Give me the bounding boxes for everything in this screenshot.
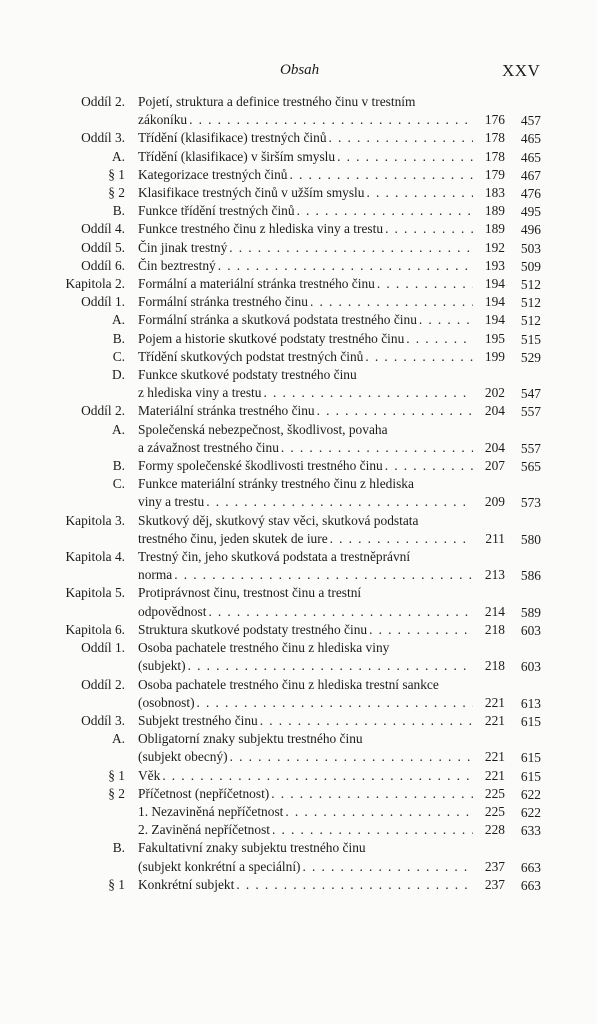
dot-leader	[263, 384, 473, 402]
dot-leader	[189, 111, 473, 129]
toc-entry-last-line	[138, 275, 505, 293]
toc-entry-title-line: Kategorizace trestných činů	[138, 166, 288, 182]
toc-secondary-page-number: 663	[520, 859, 541, 875]
toc-entry-label: B.	[112, 840, 125, 856]
toc-entry-body	[138, 202, 505, 220]
toc-entry-label: B.	[112, 330, 125, 346]
dot-leader	[419, 311, 473, 329]
toc-entry-last-line	[138, 166, 505, 184]
toc-page-number: 194	[484, 276, 505, 292]
toc-secondary-page-number: 512	[520, 277, 541, 293]
toc-secondary-page-number: 622	[520, 786, 541, 802]
toc-entry-body	[138, 785, 505, 803]
toc-entry-last-line	[138, 803, 505, 821]
toc-entry-title-line: 1. Nezaviněná nepříčetnost	[138, 803, 284, 819]
toc-entry-title-line: norma	[138, 567, 173, 583]
toc-entry-label: Kapitola 2.	[65, 276, 125, 292]
toc-entry-last-line	[138, 239, 505, 257]
page-number: XXV	[502, 61, 541, 80]
toc-secondary-page-number: 557	[520, 404, 541, 420]
dot-leader	[330, 530, 473, 548]
toc-page-number: 209	[484, 494, 505, 510]
toc-page-number: 221	[484, 694, 505, 710]
toc-entry	[0, 220, 597, 238]
toc-entry-last-line	[138, 603, 505, 621]
toc-entry-title-line: Konkrétní subjekt	[138, 876, 235, 892]
toc-page-number: 194	[484, 294, 505, 310]
toc-entry-label: Oddíl 4.	[81, 221, 125, 237]
toc-page-number: 207	[484, 458, 505, 474]
toc-entry-body	[138, 839, 505, 875]
dot-leader	[385, 457, 473, 475]
toc-entry-title-line: Struktura skutkové podstaty trestného činu	[138, 621, 368, 637]
toc-entry-body	[138, 239, 505, 257]
dot-leader	[188, 657, 473, 675]
toc-entry	[0, 876, 597, 894]
toc-entry-label: Oddíl 6.	[81, 257, 125, 273]
toc-entry-last-line	[138, 184, 505, 202]
toc-entry-label: § 1	[108, 166, 125, 182]
toc-entry-body	[138, 366, 505, 402]
toc-entry	[0, 803, 597, 821]
toc-secondary-page-number: 509	[520, 258, 541, 274]
toc-secondary-page-number: 573	[520, 495, 541, 511]
toc-entry	[0, 767, 597, 785]
toc-entry-body	[138, 148, 505, 166]
toc-entry-last-line	[138, 493, 505, 511]
toc-entry	[0, 148, 597, 166]
toc-secondary-page-number: 496	[520, 222, 541, 238]
toc-entry-title-line: Subjekt trestného činu	[138, 712, 258, 728]
toc-entry-body	[138, 129, 505, 147]
toc-entry-last-line	[138, 694, 505, 712]
toc-entry-label: § 2	[108, 785, 125, 801]
toc-page-number: 194	[484, 312, 505, 328]
toc-secondary-page-number: 603	[520, 622, 541, 638]
toc-entry	[0, 166, 597, 184]
toc-page-number: 214	[484, 603, 505, 619]
dot-leader	[297, 202, 473, 220]
toc-entry-last-line	[138, 457, 505, 475]
toc-entry-body	[138, 876, 505, 894]
toc-entry-last-line	[138, 348, 505, 366]
dot-leader	[229, 239, 473, 257]
toc-page-number: 225	[484, 803, 505, 819]
toc-page-number: 237	[484, 876, 505, 892]
toc-secondary-page-number: 663	[520, 877, 541, 893]
toc-page-number: 204	[484, 403, 505, 419]
toc-entry	[0, 639, 597, 675]
dot-leader	[369, 621, 473, 639]
toc-entry-title-line: Funkce skutkové podstaty trestného činu	[138, 367, 357, 383]
toc-secondary-page-number: 515	[520, 331, 541, 347]
dot-leader	[337, 148, 473, 166]
toc-entry-title-line: Společenská nebezpečnost, škodlivost, povaha	[138, 421, 388, 437]
toc-page-number: 221	[484, 712, 505, 728]
dot-leader	[218, 257, 473, 275]
toc-entry-title-line: Věk	[138, 767, 161, 783]
toc-page-number: 228	[484, 822, 505, 838]
toc-entry-label: Kapitola 6.	[65, 621, 125, 637]
toc-secondary-page-number: 603	[520, 659, 541, 675]
dot-leader	[162, 767, 473, 785]
dot-leader	[236, 876, 473, 894]
toc-entry-title-line: zákoníku	[138, 112, 188, 128]
toc-entry-label: Oddíl 2.	[81, 403, 125, 419]
table-of-contents	[0, 93, 597, 894]
toc-entry	[0, 839, 597, 875]
toc-entry-title-line: (subjekt konkrétní a speciální)	[138, 858, 301, 874]
toc-entry	[0, 275, 597, 293]
toc-entry-title-line: (subjekt)	[138, 658, 186, 674]
toc-entry-last-line	[138, 767, 505, 785]
toc-entry	[0, 548, 597, 584]
toc-page-number: 202	[484, 385, 505, 401]
toc-entry-last-line	[138, 821, 505, 839]
toc-secondary-page-number: 586	[520, 568, 541, 584]
toc-page-number: 179	[484, 166, 505, 182]
toc-entry	[0, 348, 597, 366]
toc-entry-title-line: odpovědnost	[138, 603, 207, 619]
toc-entry-label: Kapitola 3.	[65, 512, 125, 528]
toc-entry	[0, 730, 597, 766]
toc-secondary-page-number: 457	[520, 113, 541, 129]
toc-entry-title-line: Formální stránka trestného činu	[138, 294, 308, 310]
toc-entry	[0, 821, 597, 839]
toc-entry-title-line: Protiprávnost činu, trestnost činu a trestní	[138, 585, 362, 601]
toc-secondary-page-number: 467	[520, 167, 541, 183]
dot-leader	[366, 184, 473, 202]
toc-entry-last-line	[138, 858, 505, 876]
dot-leader	[206, 493, 473, 511]
toc-entry	[0, 184, 597, 202]
toc-entry	[0, 239, 597, 257]
toc-entry-title-line: Skutkový děj, skutkový stav věci, skutková podstata	[138, 512, 419, 528]
toc-entry-last-line	[138, 311, 505, 329]
toc-entry-title-line: Formální stránka a skutková podstata trestného činu	[138, 312, 417, 328]
dot-leader	[406, 330, 473, 348]
toc-entry-label: Oddíl 2.	[81, 676, 125, 692]
toc-secondary-page-number: 613	[520, 695, 541, 711]
toc-entry-body	[138, 166, 505, 184]
toc-entry-title-line: Příčetnost (nepříčetnost)	[138, 785, 270, 801]
dot-leader	[303, 858, 474, 876]
toc-entry-label: § 2	[108, 185, 125, 201]
toc-entry-title-line: Osoba pachatele trestného činu z hlediska trestní sankce	[138, 676, 439, 692]
toc-entry-title-line: 2. Zaviněná nepříčetnost	[138, 822, 270, 838]
toc-page-number: 189	[484, 203, 505, 219]
toc-entry-body	[138, 712, 505, 730]
toc-page-number: 183	[484, 185, 505, 201]
toc-entry	[0, 93, 597, 129]
dot-leader	[310, 293, 473, 311]
toc-secondary-page-number: 503	[520, 240, 541, 256]
dot-leader	[208, 603, 473, 621]
toc-entry-label: Kapitola 5.	[65, 585, 125, 601]
toc-entry-last-line	[138, 439, 505, 457]
toc-page-number: 192	[484, 239, 505, 255]
toc-entry-body	[138, 767, 505, 785]
toc-secondary-page-number: 512	[520, 295, 541, 311]
toc-page-number: 221	[484, 767, 505, 783]
toc-entry-last-line	[138, 402, 505, 420]
toc-entry-body	[138, 803, 505, 821]
toc-entry-title-line: Pojetí, struktura a definice trestného činu v trestním	[138, 94, 416, 109]
toc-secondary-page-number: 547	[520, 386, 541, 402]
toc-page-number: 218	[484, 621, 505, 637]
toc-entry-body	[138, 821, 505, 839]
toc-secondary-page-number: 476	[520, 186, 541, 202]
toc-entry	[0, 712, 597, 730]
toc-entry-title-line: Klasifikace trestných činů v užším smyslu	[138, 185, 365, 201]
toc-secondary-page-number: 465	[520, 149, 541, 165]
toc-page-number: 213	[484, 567, 505, 583]
toc-secondary-page-number: 557	[520, 440, 541, 456]
toc-entry-title-line: Obligatorní znaky subjektu trestného činu	[138, 731, 363, 747]
toc-entry	[0, 293, 597, 311]
toc-entry-last-line	[138, 257, 505, 275]
toc-entry-label: B.	[112, 203, 125, 219]
toc-entry-title-line: z hlediska viny a trestu	[138, 385, 262, 401]
toc-page-number: 204	[484, 439, 505, 455]
toc-secondary-page-number: 615	[520, 713, 541, 729]
toc-entry-last-line	[138, 785, 505, 803]
toc-entry-last-line	[138, 530, 505, 548]
toc-entry	[0, 676, 597, 712]
toc-secondary-page-number: 615	[520, 768, 541, 784]
toc-entry	[0, 621, 597, 639]
toc-secondary-page-number: 580	[520, 531, 541, 547]
toc-secondary-page-number: 512	[520, 313, 541, 329]
toc-entry-body	[138, 330, 505, 348]
toc-entry-title-line: Čin jinak trestný	[138, 239, 228, 255]
toc-entry-title-line: Osoba pachatele trestného činu z hlediska viny	[138, 640, 390, 656]
dot-leader	[385, 220, 473, 238]
dot-leader	[260, 712, 473, 730]
toc-entry-title-line: Pojem a historie skutkové podstaty trestného činu	[138, 330, 405, 346]
toc-entry-body	[138, 293, 505, 311]
toc-page-number: 195	[484, 330, 505, 346]
toc-entry-label: Oddíl 3.	[81, 130, 125, 146]
toc-entry-last-line	[138, 876, 505, 894]
toc-entry-last-line	[138, 330, 505, 348]
dot-leader	[281, 439, 473, 457]
toc-entry-body	[138, 220, 505, 238]
toc-entry-last-line	[138, 129, 505, 147]
toc-entry	[0, 330, 597, 348]
dot-leader	[289, 166, 473, 184]
toc-entry-title-line: Formy společenské škodlivosti trestného činu	[138, 458, 383, 474]
toc-entry-body	[138, 348, 505, 366]
toc-page-number: 221	[484, 749, 505, 765]
toc-entry-label: Oddíl 2.	[81, 94, 125, 109]
toc-entry-body	[138, 93, 505, 129]
toc-entry-title-line: Trestný čin, jeho skutková podstata a trestněprávní	[138, 549, 411, 565]
toc-entry-body	[138, 257, 505, 275]
toc-entry-label: § 1	[108, 767, 125, 783]
toc-entry-label: Kapitola 4.	[65, 549, 125, 565]
toc-entry-last-line	[138, 621, 505, 639]
toc-entry-title-line: viny a trestu	[138, 494, 205, 510]
toc-entry-title-line: (subjekt obecný)	[138, 749, 228, 765]
toc-entry	[0, 457, 597, 475]
toc-secondary-page-number: 615	[520, 750, 541, 766]
toc-entry-body	[138, 730, 505, 766]
toc-entry	[0, 311, 597, 329]
toc-entry-title-line: Čin beztrestný	[138, 257, 216, 273]
toc-entry-last-line	[138, 712, 505, 730]
toc-secondary-page-number: 529	[520, 349, 541, 365]
toc-entry-last-line	[138, 111, 505, 129]
toc-page-number: 237	[484, 858, 505, 874]
toc-page-number: 225	[484, 785, 505, 801]
toc-entry	[0, 785, 597, 803]
toc-entry-label: § 1	[108, 876, 125, 892]
dot-leader	[377, 275, 473, 293]
toc-secondary-page-number: 622	[520, 804, 541, 820]
toc-entry-body	[138, 621, 505, 639]
toc-entry-label: A.	[111, 731, 125, 747]
toc-page-number: 178	[484, 148, 505, 164]
toc-entry	[0, 584, 597, 620]
dot-leader	[329, 129, 473, 147]
toc-entry-title-line: Formální a materiální stránka trestného činu	[138, 276, 375, 292]
toc-entry-label: C.	[112, 348, 125, 364]
dot-leader	[271, 785, 473, 803]
toc-entry-title-line: Funkce materiální stránky trestného činu z hlediska	[138, 476, 414, 492]
toc-page-number: 176	[484, 112, 505, 128]
toc-entry	[0, 421, 597, 457]
toc-entry-title-line: Třídění skutkových podstat trestných činů	[138, 348, 364, 364]
toc-secondary-page-number: 633	[520, 823, 541, 839]
toc-entry-label: Oddíl 1.	[81, 640, 125, 656]
toc-entry-title-line: Třídění (klasifikace) trestných činů	[138, 130, 327, 146]
toc-secondary-page-number: 565	[520, 459, 541, 475]
toc-entry-last-line	[138, 657, 505, 675]
toc-entry-title-line: Třídění (klasifikace) v širším smyslu	[138, 148, 336, 164]
dot-leader	[230, 748, 473, 766]
toc-entry	[0, 512, 597, 548]
toc-entry-body	[138, 676, 505, 712]
toc-entry-title-line: Funkce trestného činu z hlediska viny a trestu	[138, 221, 384, 237]
toc-entry-body	[138, 457, 505, 475]
toc-entry-body	[138, 639, 505, 675]
toc-entry-title-line: Materiální stránka trestného činu	[138, 403, 315, 419]
toc-page-number: 193	[484, 257, 505, 273]
toc-page-number: 218	[484, 658, 505, 674]
toc-entry-label: A.	[111, 312, 125, 328]
toc-entry-label: A.	[111, 421, 125, 437]
toc-entry-last-line	[138, 293, 505, 311]
toc-entry-body	[138, 584, 505, 620]
toc-entry-body	[138, 184, 505, 202]
toc-page-number: 211	[485, 530, 505, 546]
toc-entry-body	[138, 311, 505, 329]
toc-entry	[0, 129, 597, 147]
toc-entry-body	[138, 475, 505, 511]
toc-entry	[0, 202, 597, 220]
toc-entry-label: D.	[111, 367, 125, 383]
toc-secondary-page-number: 465	[520, 131, 541, 147]
toc-entry-body	[138, 275, 505, 293]
toc-entry-last-line	[138, 566, 505, 584]
toc-page-number: 189	[484, 221, 505, 237]
toc-secondary-page-number: 589	[520, 604, 541, 620]
toc-entry-last-line	[138, 220, 505, 238]
page-header	[0, 62, 597, 84]
dot-leader	[197, 694, 473, 712]
toc-page-number: 199	[484, 348, 505, 364]
running-title: Obsah	[280, 62, 320, 78]
toc-entry-title-line: Funkce třídění trestných činů	[138, 203, 295, 219]
toc-entry-last-line	[138, 748, 505, 766]
dot-leader	[365, 348, 473, 366]
toc-entry-label: Oddíl 1.	[81, 294, 125, 310]
toc-entry-body	[138, 548, 505, 584]
toc-entry-last-line	[138, 148, 505, 166]
toc-page-number: 178	[484, 130, 505, 146]
toc-entry-title-line: Fakultativní znaky subjektu trestného činu	[138, 840, 366, 856]
toc-entry-body	[138, 512, 505, 548]
toc-entry-label: C.	[112, 476, 125, 492]
toc-entry	[0, 257, 597, 275]
toc-secondary-page-number: 495	[520, 204, 541, 220]
toc-entry	[0, 402, 597, 420]
toc-entry-label: Oddíl 3.	[81, 712, 125, 728]
toc-entry-title-line: a závažnost trestného činu	[138, 439, 279, 455]
toc-entry-label: Oddíl 5.	[81, 239, 125, 255]
toc-entry-title-line: trestného činu, jeden skutek de iure	[138, 530, 328, 546]
toc-entry-last-line	[138, 384, 505, 402]
toc-entry-body	[138, 421, 505, 457]
dot-leader	[272, 821, 473, 839]
dot-leader	[317, 402, 473, 420]
dot-leader	[174, 566, 473, 584]
toc-entry-body	[138, 402, 505, 420]
toc-entry-last-line	[138, 202, 505, 220]
toc-entry-label: B.	[112, 458, 125, 474]
toc-entry	[0, 366, 597, 402]
toc-entry-title-line: (osobnost)	[138, 694, 195, 710]
toc-entry	[0, 475, 597, 511]
toc-entry-label: A.	[111, 148, 125, 164]
dot-leader	[285, 803, 473, 821]
